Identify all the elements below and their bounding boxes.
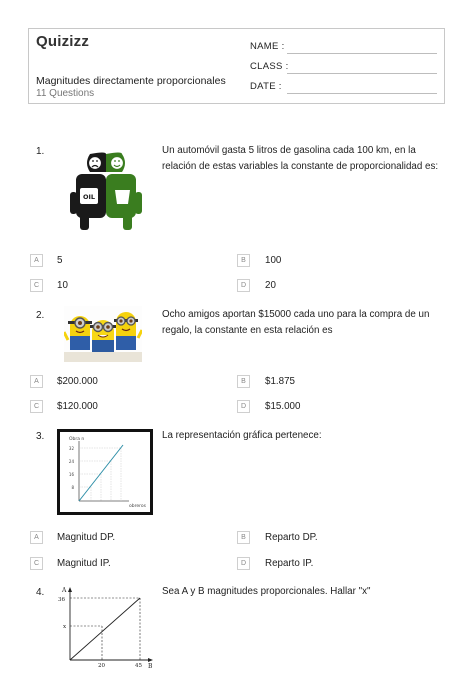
- svg-text:OIL: OIL: [82, 193, 96, 201]
- date-field[interactable]: [287, 93, 437, 94]
- svg-text:16: 16: [68, 472, 74, 477]
- svg-text:8: 8: [71, 485, 74, 490]
- option-text[interactable]: Reparto IP.: [265, 558, 314, 569]
- option-text[interactable]: 10: [57, 280, 68, 291]
- svg-text:45: 45: [135, 663, 142, 668]
- car-oil-icon: [66, 152, 146, 237]
- option-letter[interactable]: A: [30, 531, 43, 544]
- date-label: DATE :: [250, 81, 282, 92]
- question-number: 4.: [36, 587, 45, 598]
- svg-text:24: 24: [68, 459, 74, 464]
- question-text: Sea A y B magnitudes proporcionales. Hallar "x": [162, 586, 371, 597]
- class-field[interactable]: [287, 73, 437, 74]
- option-letter[interactable]: C: [30, 400, 43, 413]
- option-letter[interactable]: B: [237, 531, 250, 544]
- option-letter[interactable]: A: [30, 254, 43, 267]
- option-letter[interactable]: D: [237, 557, 250, 570]
- option-letter[interactable]: A: [30, 375, 43, 388]
- option-text[interactable]: 20: [265, 280, 276, 291]
- name-label: NAME :: [250, 41, 285, 52]
- question-number: 2.: [36, 310, 45, 321]
- option-letter[interactable]: D: [237, 279, 250, 292]
- svg-text:32: 32: [68, 446, 74, 451]
- svg-text:A: A: [62, 587, 67, 594]
- question-number: 3.: [36, 431, 45, 442]
- question-text: Un automóvil gasta 5 litros de gasolina cada 100 km, en la relación de estas variables la constante de proporcionalidad es:: [162, 145, 439, 172]
- question-count: 11 Questions: [36, 88, 95, 99]
- option-text[interactable]: $200.000: [57, 376, 98, 387]
- option-text[interactable]: 100: [265, 255, 282, 266]
- option-letter[interactable]: D: [237, 400, 250, 413]
- proportional-graph-picture: [56, 584, 156, 673]
- name-field[interactable]: [287, 53, 437, 54]
- option-text[interactable]: $15.000: [265, 401, 301, 412]
- question-number: 1.: [36, 146, 45, 157]
- option-text[interactable]: $120.000: [57, 401, 98, 412]
- option-text[interactable]: 5: [57, 255, 63, 266]
- svg-text:B: B: [148, 663, 153, 668]
- line-graph-picture: [57, 429, 153, 520]
- svg-text:20: 20: [98, 663, 105, 668]
- svg-text:x: x: [63, 624, 67, 630]
- question-text: Ocho amigos aportan $15000 cada uno para la compra de un regalo, la constante en esta relación es: [162, 309, 430, 336]
- option-text[interactable]: Magnitud IP.: [57, 558, 111, 569]
- option-text[interactable]: Magnitud DP.: [57, 532, 116, 543]
- svg-text:36: 36: [58, 597, 65, 603]
- minions-picture: [64, 306, 142, 367]
- svg-text:obreros: obreros: [129, 504, 146, 509]
- class-label: CLASS :: [250, 61, 289, 72]
- question-text: La representación gráfica pertenece:: [162, 430, 322, 441]
- option-text[interactable]: $1.875: [265, 376, 295, 387]
- option-letter[interactable]: B: [237, 254, 250, 267]
- svg-text:Obra n: Obra n: [69, 437, 85, 442]
- option-letter[interactable]: B: [237, 375, 250, 388]
- option-text[interactable]: Reparto DP.: [265, 532, 318, 543]
- worksheet-title: Magnitudes directamente proporcionales: [36, 75, 226, 87]
- option-letter[interactable]: C: [30, 279, 43, 292]
- quizizz-logo: Quizizz: [36, 33, 90, 50]
- option-letter[interactable]: C: [30, 557, 43, 570]
